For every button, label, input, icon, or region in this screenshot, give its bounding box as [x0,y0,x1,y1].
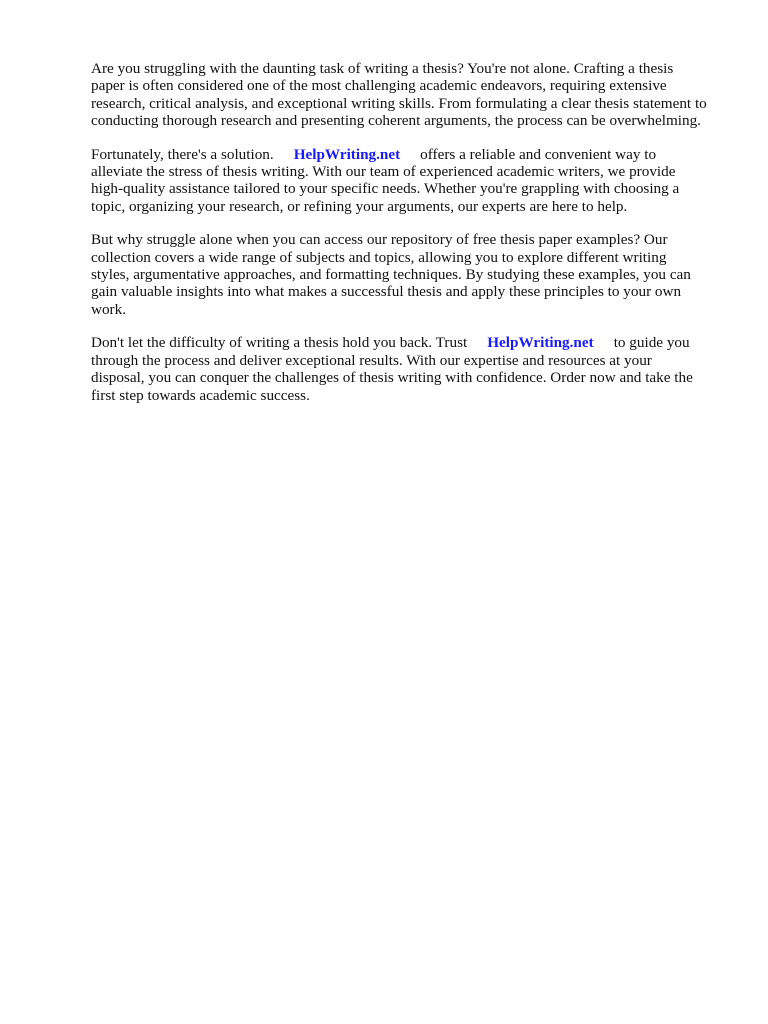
paragraph-line: disposal, you can conquer the challenges of thesis writing with confidence. Order now and take the [91,369,693,387]
paragraph-line: conducting thorough research and presenting coherent arguments, the process can be overwhelming. [91,112,701,130]
paragraph-line: collection covers a wide range of subjects and topics, allowing you to explore different writing [91,248,667,266]
paragraph-line: paper is often considered one of the most challenging academic endeavors, requiring extensive [91,77,667,95]
paragraph-intro [91,60,731,130]
text-after-link: to guide you [613,334,690,352]
paragraph-line: styles, argumentative approaches, and formatting techniques. By studying these examples, you can [91,266,691,284]
paragraph-closing [91,334,731,404]
helpwriting-link[interactable]: HelpWriting.net [293,145,401,163]
paragraph-line: first step towards academic success. [91,386,310,404]
text-before-link: Don't let the difficulty of writing a thesis hold you back. Trust [91,334,468,352]
paragraph-line: research, critical analysis, and exceptional writing skills. From formulating a clear thesis statement to [91,94,707,112]
paragraph-line [91,146,731,163]
paragraph-line: through the process and deliver exceptional results. With our expertise and resources at your [91,351,652,369]
paragraph-line: high-quality assistance tailored to your specific needs. Whether you're grappling with choosing a [91,180,680,198]
text-before-link: Fortunately, there's a solution. [91,145,274,163]
paragraph-line: alleviate the stress of thesis writing. With our team of experienced academic writers, we provide [91,163,676,181]
paragraph-line [91,334,731,351]
paragraph-line: work. [91,300,127,318]
paragraph-examples [91,231,731,318]
paragraph-line: topic, organizing your research, or refining your arguments, our experts are here to help. [91,197,628,215]
paragraph-line: But why struggle alone when you can access our repository of free thesis paper examples? Our [91,231,668,249]
paragraph-line: Are you struggling with the daunting task of writing a thesis? You're not alone. Crafting a thesis [91,60,674,77]
helpwriting-link[interactable]: HelpWriting.net [487,334,594,352]
document-body [91,60,731,420]
text-after-link: offers a reliable and convenient way to [420,145,657,163]
paragraph-line: gain valuable insights into what makes a successful thesis and apply these principles to your own [91,283,682,301]
paragraph-solution [91,146,731,216]
